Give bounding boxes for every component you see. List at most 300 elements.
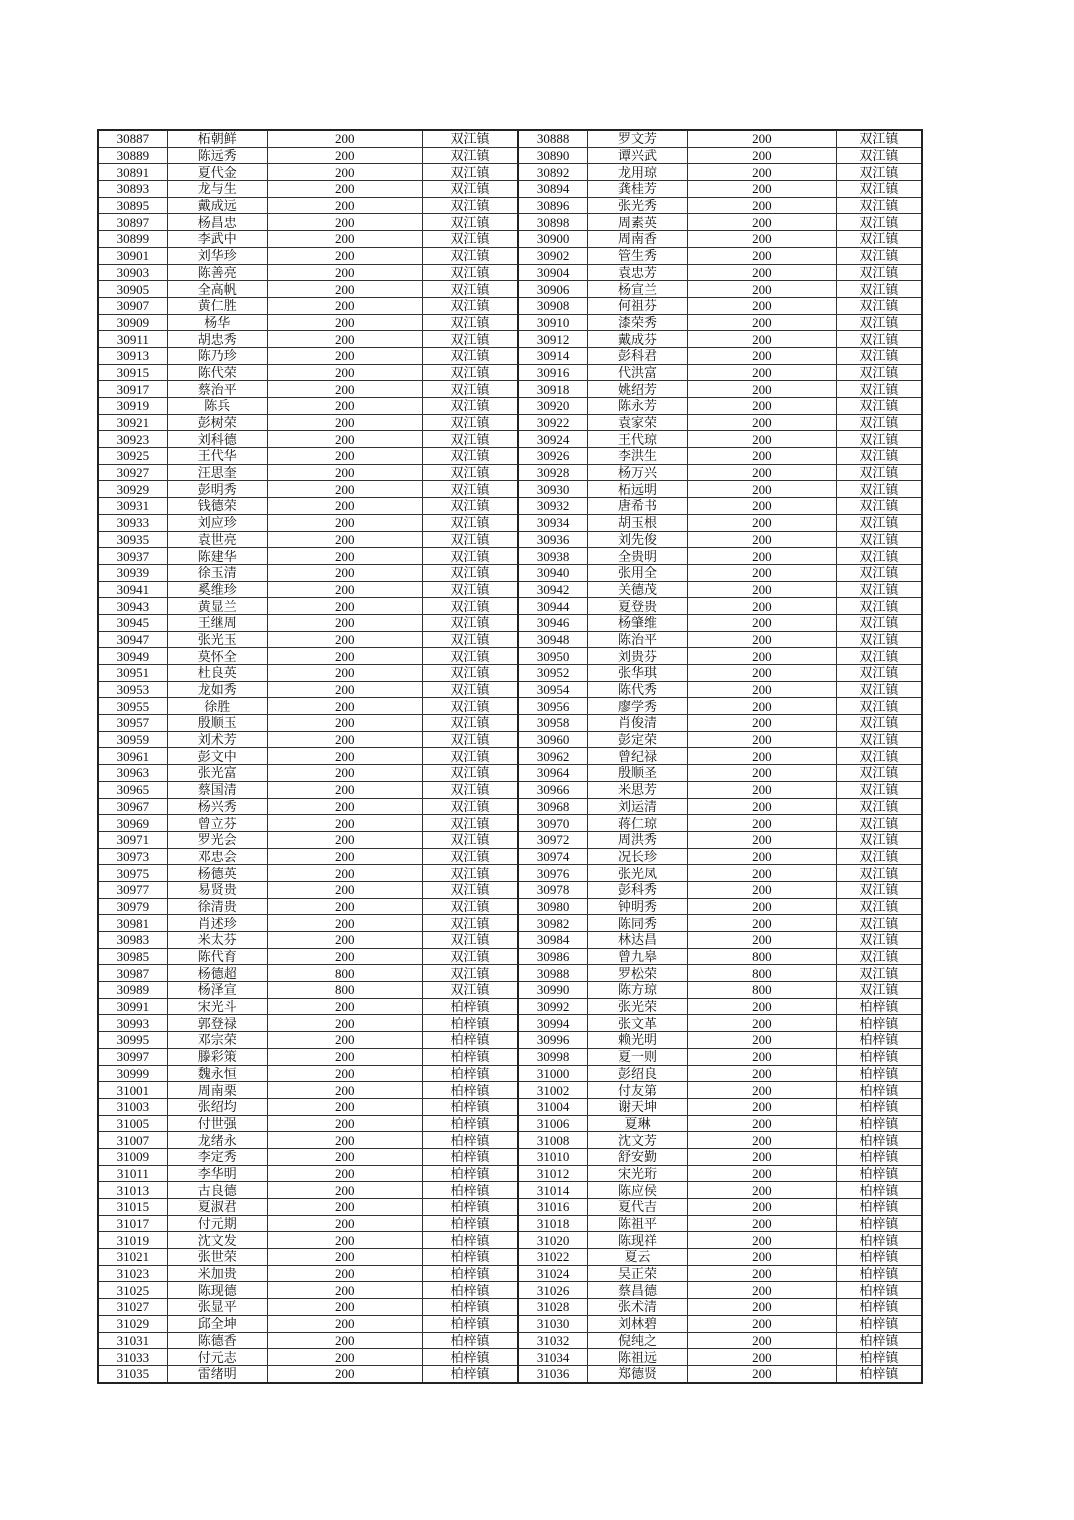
amount-cell: 200 [267, 414, 422, 431]
town-cell: 双江镇 [422, 848, 518, 865]
record-number-cell: 31033 [98, 1349, 167, 1366]
table-row [98, 781, 922, 798]
amount-cell: 200 [267, 548, 422, 565]
record-number-cell: 31026 [518, 1282, 587, 1299]
town-cell: 双江镇 [836, 548, 922, 565]
town-cell: 柏梓镇 [422, 1282, 518, 1299]
town-cell: 双江镇 [422, 631, 518, 648]
name-cell: 陈应侯 [587, 1182, 687, 1199]
amount-cell: 200 [687, 1265, 836, 1282]
amount-cell: 200 [687, 381, 836, 398]
record-number-cell: 30890 [518, 147, 587, 164]
amount-cell: 200 [267, 464, 422, 481]
town-cell: 双江镇 [836, 798, 922, 815]
amount-cell: 200 [267, 715, 422, 732]
amount-cell: 200 [267, 164, 422, 181]
town-cell: 双江镇 [422, 898, 518, 915]
town-cell: 双江镇 [836, 531, 922, 548]
amount-cell: 200 [267, 865, 422, 882]
name-cell: 杨华 [167, 314, 267, 331]
record-number-cell: 31024 [518, 1265, 587, 1282]
name-cell: 柘远明 [587, 481, 687, 498]
town-cell: 柏梓镇 [836, 1365, 922, 1382]
town-cell: 柏梓镇 [836, 1148, 922, 1165]
table-row [98, 648, 922, 665]
town-cell: 双江镇 [836, 781, 922, 798]
amount-cell: 800 [267, 965, 422, 982]
name-cell: 林达昌 [587, 932, 687, 949]
table-row [98, 347, 922, 364]
town-cell: 柏梓镇 [836, 1115, 922, 1132]
amount-cell: 200 [267, 1098, 422, 1115]
amount-cell: 200 [267, 1365, 422, 1382]
town-cell: 双江镇 [836, 848, 922, 865]
town-cell: 双江镇 [422, 765, 518, 782]
amount-cell: 200 [687, 1082, 836, 1099]
name-cell: 夏一则 [587, 1048, 687, 1065]
name-cell: 曾立芬 [167, 815, 267, 832]
amount-cell: 200 [267, 364, 422, 381]
amount-cell: 200 [687, 1349, 836, 1366]
name-cell: 易贤贵 [167, 881, 267, 898]
record-number-cell: 30917 [98, 381, 167, 398]
town-cell: 柏梓镇 [422, 1265, 518, 1282]
table-row [98, 698, 922, 715]
record-number-cell: 30984 [518, 932, 587, 949]
amount-cell: 200 [687, 1332, 836, 1349]
amount-cell: 200 [687, 831, 836, 848]
name-cell: 张文革 [587, 1015, 687, 1032]
name-cell: 袁忠芳 [587, 264, 687, 281]
town-cell: 双江镇 [836, 948, 922, 965]
table-row [98, 464, 922, 481]
name-cell: 邱全坤 [167, 1315, 267, 1332]
town-cell: 双江镇 [422, 948, 518, 965]
record-number-cell: 30923 [98, 431, 167, 448]
town-cell: 双江镇 [422, 464, 518, 481]
town-cell: 双江镇 [836, 130, 922, 147]
town-cell: 双江镇 [836, 297, 922, 314]
record-number-cell: 30911 [98, 331, 167, 348]
town-cell: 双江镇 [422, 147, 518, 164]
town-cell: 双江镇 [422, 798, 518, 815]
record-number-cell: 30920 [518, 398, 587, 415]
record-number-cell: 30929 [98, 481, 167, 498]
town-cell: 双江镇 [422, 448, 518, 465]
town-cell: 双江镇 [422, 982, 518, 999]
record-number-cell: 30991 [98, 998, 167, 1015]
town-cell: 柏梓镇 [836, 1215, 922, 1232]
town-cell: 双江镇 [422, 297, 518, 314]
amount-cell: 200 [687, 1065, 836, 1082]
town-cell: 双江镇 [836, 715, 922, 732]
name-cell: 雷绪明 [167, 1365, 267, 1382]
town-cell: 柏梓镇 [836, 1265, 922, 1282]
table-row [98, 848, 922, 865]
record-number-cell: 31036 [518, 1365, 587, 1382]
name-cell: 张华琪 [587, 665, 687, 682]
record-number-cell: 31006 [518, 1115, 587, 1132]
amount-cell: 200 [687, 798, 836, 815]
name-cell: 杨德超 [167, 965, 267, 982]
amount-cell: 200 [687, 548, 836, 565]
table-row [98, 514, 922, 531]
record-number-cell: 30922 [518, 414, 587, 431]
record-number-cell: 30936 [518, 531, 587, 548]
town-cell: 双江镇 [836, 381, 922, 398]
town-cell: 双江镇 [836, 464, 922, 481]
record-number-cell: 30898 [518, 214, 587, 231]
town-cell: 双江镇 [422, 564, 518, 581]
record-number-cell: 30896 [518, 197, 587, 214]
town-cell: 双江镇 [422, 264, 518, 281]
amount-cell: 200 [687, 414, 836, 431]
table-row [98, 281, 922, 298]
table-row [98, 1098, 922, 1115]
table-row [98, 548, 922, 565]
amount-cell: 200 [267, 1065, 422, 1082]
town-cell: 柏梓镇 [422, 998, 518, 1015]
amount-cell: 200 [267, 531, 422, 548]
name-cell: 杨宣兰 [587, 281, 687, 298]
record-number-cell: 30979 [98, 898, 167, 915]
town-cell: 双江镇 [422, 865, 518, 882]
record-number-cell: 30891 [98, 164, 167, 181]
record-number-cell: 30954 [518, 681, 587, 698]
record-number-cell: 30956 [518, 698, 587, 715]
table-row [98, 1032, 922, 1049]
table-row [98, 665, 922, 682]
name-cell: 周南香 [587, 231, 687, 248]
amount-cell: 200 [267, 231, 422, 248]
town-cell: 双江镇 [836, 264, 922, 281]
town-cell: 柏梓镇 [422, 1165, 518, 1182]
record-number-cell: 30993 [98, 1015, 167, 1032]
amount-cell: 200 [687, 464, 836, 481]
record-number-cell: 30897 [98, 214, 167, 231]
record-number-cell: 30930 [518, 481, 587, 498]
amount-cell: 200 [267, 1082, 422, 1099]
name-cell: 彭文中 [167, 748, 267, 765]
record-number-cell: 30892 [518, 164, 587, 181]
table-row [98, 1232, 922, 1249]
town-cell: 双江镇 [836, 932, 922, 949]
name-cell: 陈代荣 [167, 364, 267, 381]
amount-cell: 200 [267, 1265, 422, 1282]
amount-cell: 200 [687, 231, 836, 248]
town-cell: 柏梓镇 [836, 1349, 922, 1366]
record-number-cell: 31005 [98, 1115, 167, 1132]
town-cell: 柏梓镇 [836, 1032, 922, 1049]
record-number-cell: 30928 [518, 464, 587, 481]
amount-cell: 200 [687, 665, 836, 682]
record-number-cell: 30983 [98, 932, 167, 949]
amount-cell: 200 [267, 247, 422, 264]
table-row [98, 932, 922, 949]
amount-cell: 200 [267, 831, 422, 848]
name-cell: 彭明秀 [167, 481, 267, 498]
record-number-cell: 31004 [518, 1098, 587, 1115]
name-cell: 蔡治平 [167, 381, 267, 398]
name-cell: 刘运清 [587, 798, 687, 815]
town-cell: 双江镇 [422, 398, 518, 415]
name-cell: 刘先俊 [587, 531, 687, 548]
name-cell: 舒安勤 [587, 1148, 687, 1165]
amount-cell: 200 [267, 1115, 422, 1132]
town-cell: 柏梓镇 [836, 1282, 922, 1299]
amount-cell: 200 [267, 1215, 422, 1232]
amount-cell: 200 [687, 1182, 836, 1199]
record-number-cell: 30988 [518, 965, 587, 982]
name-cell: 陈祖远 [587, 1349, 687, 1366]
table-row [98, 247, 922, 264]
town-cell: 双江镇 [422, 731, 518, 748]
name-cell: 代洪富 [587, 364, 687, 381]
record-number-cell: 30953 [98, 681, 167, 698]
town-cell: 双江镇 [836, 498, 922, 515]
table-row [98, 147, 922, 164]
amount-cell: 200 [267, 214, 422, 231]
town-cell: 双江镇 [422, 281, 518, 298]
town-cell: 柏梓镇 [422, 1065, 518, 1082]
table-row [98, 898, 922, 915]
amount-cell: 200 [687, 715, 836, 732]
table-row [98, 865, 922, 882]
town-cell: 双江镇 [422, 247, 518, 264]
amount-cell: 200 [687, 1015, 836, 1032]
record-number-cell: 31030 [518, 1315, 587, 1332]
record-number-cell: 31014 [518, 1182, 587, 1199]
town-cell: 柏梓镇 [836, 1199, 922, 1216]
record-number-cell: 30948 [518, 631, 587, 648]
record-number-cell: 30895 [98, 197, 167, 214]
town-cell: 双江镇 [836, 865, 922, 882]
table-row [98, 1165, 922, 1182]
name-cell: 徐玉清 [167, 564, 267, 581]
name-cell: 刘应珍 [167, 514, 267, 531]
record-number-cell: 30975 [98, 865, 167, 882]
amount-cell: 200 [267, 898, 422, 915]
name-cell: 李洪生 [587, 448, 687, 465]
record-number-cell: 31034 [518, 1349, 587, 1366]
record-number-cell: 31032 [518, 1332, 587, 1349]
name-cell: 陈善亮 [167, 264, 267, 281]
name-cell: 张光玉 [167, 631, 267, 648]
record-number-cell: 30960 [518, 731, 587, 748]
town-cell: 双江镇 [422, 498, 518, 515]
town-cell: 双江镇 [836, 698, 922, 715]
name-cell: 龙绪永 [167, 1132, 267, 1149]
town-cell: 双江镇 [836, 598, 922, 615]
name-cell: 张显平 [167, 1299, 267, 1316]
table-row [98, 1365, 922, 1382]
town-cell: 柏梓镇 [836, 1182, 922, 1199]
record-number-cell: 30894 [518, 181, 587, 198]
amount-cell: 200 [267, 498, 422, 515]
town-cell: 双江镇 [422, 214, 518, 231]
name-cell: 刘华珍 [167, 247, 267, 264]
name-cell: 关德茂 [587, 581, 687, 598]
name-cell: 刘科德 [167, 431, 267, 448]
amount-cell: 200 [687, 1165, 836, 1182]
name-cell: 周南栗 [167, 1082, 267, 1099]
name-cell: 刘林碧 [587, 1315, 687, 1332]
name-cell: 杨兴秀 [167, 798, 267, 815]
name-cell: 宋光珩 [587, 1165, 687, 1182]
town-cell: 双江镇 [422, 130, 518, 147]
table-row [98, 130, 922, 147]
table-row [98, 1215, 922, 1232]
record-number-cell: 30888 [518, 130, 587, 147]
record-number-cell: 30967 [98, 798, 167, 815]
amount-cell: 200 [267, 1148, 422, 1165]
record-number-cell: 30959 [98, 731, 167, 748]
amount-cell: 200 [267, 181, 422, 198]
table-row [98, 748, 922, 765]
name-cell: 夏云 [587, 1249, 687, 1266]
table-row [98, 815, 922, 832]
town-cell: 双江镇 [422, 815, 518, 832]
name-cell: 蔡国清 [167, 781, 267, 798]
amount-cell: 200 [267, 314, 422, 331]
table-row [98, 1299, 922, 1316]
record-number-cell: 30951 [98, 665, 167, 682]
subsidy-roster-table [97, 129, 923, 1384]
record-number-cell: 31029 [98, 1315, 167, 1332]
name-cell: 奚维珍 [167, 581, 267, 598]
name-cell: 陈同秀 [587, 915, 687, 932]
name-cell: 付元志 [167, 1349, 267, 1366]
name-cell: 谢天坤 [587, 1098, 687, 1115]
name-cell: 王代琼 [587, 431, 687, 448]
town-cell: 双江镇 [422, 581, 518, 598]
record-number-cell: 30914 [518, 347, 587, 364]
table-row [98, 414, 922, 431]
town-cell: 双江镇 [836, 431, 922, 448]
name-cell: 王继周 [167, 614, 267, 631]
record-number-cell: 30909 [98, 314, 167, 331]
amount-cell: 200 [267, 147, 422, 164]
name-cell: 漆荣秀 [587, 314, 687, 331]
amount-cell: 200 [267, 1132, 422, 1149]
name-cell: 陈治平 [587, 631, 687, 648]
town-cell: 柏梓镇 [836, 1249, 922, 1266]
record-number-cell: 31017 [98, 1215, 167, 1232]
amount-cell: 200 [687, 1032, 836, 1049]
town-cell: 双江镇 [836, 564, 922, 581]
table-row [98, 481, 922, 498]
name-cell: 米加贵 [167, 1265, 267, 1282]
record-number-cell: 30916 [518, 364, 587, 381]
name-cell: 钟明秀 [587, 898, 687, 915]
town-cell: 柏梓镇 [422, 1098, 518, 1115]
town-cell: 双江镇 [836, 982, 922, 999]
table-row [98, 948, 922, 965]
record-number-cell: 30969 [98, 815, 167, 832]
name-cell: 陈永芳 [587, 398, 687, 415]
name-cell: 邓宗荣 [167, 1032, 267, 1049]
record-number-cell: 31020 [518, 1232, 587, 1249]
amount-cell: 800 [687, 982, 836, 999]
town-cell: 双江镇 [422, 231, 518, 248]
record-number-cell: 30931 [98, 498, 167, 515]
town-cell: 双江镇 [836, 631, 922, 648]
record-number-cell: 30912 [518, 331, 587, 348]
record-number-cell: 30964 [518, 765, 587, 782]
record-number-cell: 30972 [518, 831, 587, 848]
amount-cell: 200 [687, 1232, 836, 1249]
amount-cell: 200 [687, 1148, 836, 1165]
amount-cell: 200 [267, 681, 422, 698]
amount-cell: 200 [687, 1315, 836, 1332]
name-cell: 滕彩策 [167, 1048, 267, 1065]
name-cell: 夏代吉 [587, 1199, 687, 1216]
table-row [98, 364, 922, 381]
name-cell: 徐清贵 [167, 898, 267, 915]
record-number-cell: 30992 [518, 998, 587, 1015]
name-cell: 周洪秀 [587, 831, 687, 848]
town-cell: 柏梓镇 [836, 998, 922, 1015]
town-cell: 柏梓镇 [422, 1332, 518, 1349]
name-cell: 彭树荣 [167, 414, 267, 431]
name-cell: 龚桂芳 [587, 181, 687, 198]
record-number-cell: 30974 [518, 848, 587, 865]
record-number-cell: 30904 [518, 264, 587, 281]
name-cell: 罗文芳 [587, 130, 687, 147]
name-cell: 古良德 [167, 1182, 267, 1199]
amount-cell: 200 [687, 631, 836, 648]
table-row [98, 715, 922, 732]
table-row [98, 915, 922, 932]
town-cell: 双江镇 [836, 314, 922, 331]
town-cell: 柏梓镇 [422, 1249, 518, 1266]
town-cell: 双江镇 [422, 598, 518, 615]
amount-cell: 200 [687, 815, 836, 832]
record-number-cell: 30949 [98, 648, 167, 665]
amount-cell: 200 [267, 347, 422, 364]
table-row [98, 831, 922, 848]
town-cell: 柏梓镇 [836, 1048, 922, 1065]
table-row [98, 1182, 922, 1199]
record-number-cell: 30965 [98, 781, 167, 798]
table-row [98, 264, 922, 281]
amount-cell: 200 [267, 281, 422, 298]
name-cell: 杜良英 [167, 665, 267, 682]
name-cell: 张光荣 [587, 998, 687, 1015]
town-cell: 双江镇 [422, 665, 518, 682]
record-number-cell: 30938 [518, 548, 587, 565]
amount-cell: 200 [267, 197, 422, 214]
name-cell: 李武中 [167, 231, 267, 248]
town-cell: 柏梓镇 [422, 1315, 518, 1332]
record-number-cell: 30990 [518, 982, 587, 999]
town-cell: 双江镇 [422, 548, 518, 565]
amount-cell: 200 [267, 1332, 422, 1349]
record-number-cell: 30966 [518, 781, 587, 798]
town-cell: 双江镇 [836, 514, 922, 531]
name-cell: 彭科君 [587, 347, 687, 364]
name-cell: 陈德香 [167, 1332, 267, 1349]
name-cell: 黄仁胜 [167, 297, 267, 314]
town-cell: 双江镇 [836, 731, 922, 748]
name-cell: 殷顺圣 [587, 765, 687, 782]
name-cell: 张光富 [167, 765, 267, 782]
record-number-cell: 31018 [518, 1215, 587, 1232]
name-cell: 张用全 [587, 564, 687, 581]
name-cell: 米思芳 [587, 781, 687, 798]
amount-cell: 200 [687, 1048, 836, 1065]
record-number-cell: 30950 [518, 648, 587, 665]
